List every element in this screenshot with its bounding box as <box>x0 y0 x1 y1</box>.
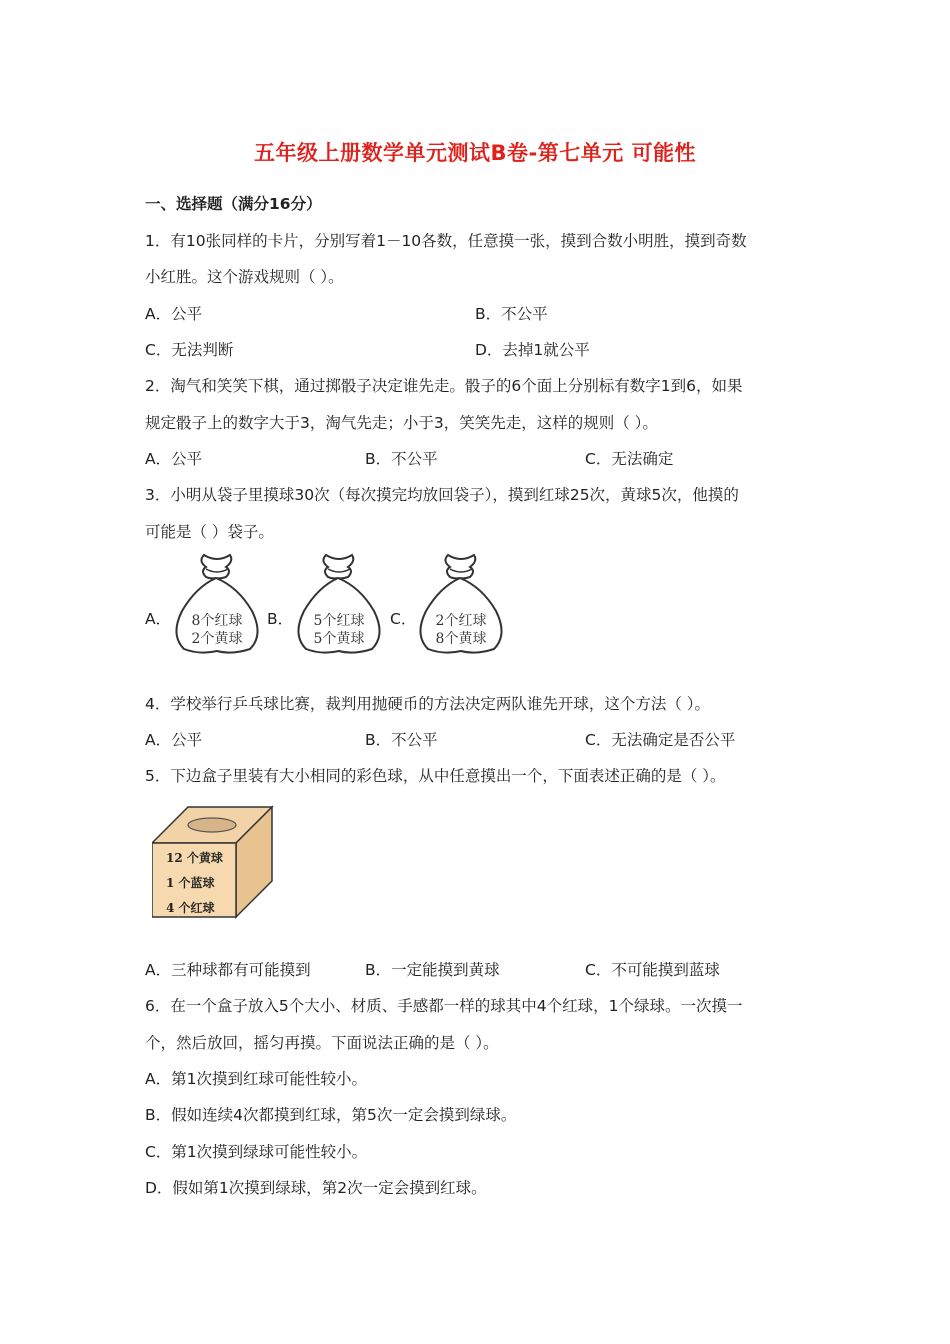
bag-b-line-2: 5个黄球 <box>313 631 365 647</box>
q3-option-b[interactable]: B． <box>267 610 294 628</box>
question-1-text: 1．有10张同样的卡片，分别写着1－10各数，任意摸一张，摸到合数小明胜，摸到奇数 <box>145 232 747 250</box>
box-line-3: 4 个红球 <box>166 901 215 915</box>
question-1-text-cont: 小红胜。这个游戏规则（ ）。 <box>145 268 344 286</box>
q1-option-b[interactable]: B．不公平 <box>475 305 548 323</box>
ball-box-illustration <box>152 805 277 920</box>
q3-option-a[interactable]: A． <box>145 610 172 628</box>
q2-option-c[interactable]: C．无法确定 <box>585 450 674 468</box>
q2-option-a[interactable]: A．公平 <box>145 450 203 468</box>
q6-option-b[interactable]: B．假如连续4次都摸到红球，第5次一定会摸到绿球。 <box>145 1106 517 1124</box>
question-2-text-cont: 规定骰子上的数字大于3，淘气先走；小于3，笑笑先走，这样的规则（ ）。 <box>145 414 658 432</box>
question-3-text: 3．小明从袋子里摸球30次（每次摸完均放回袋子），摸到红球25次，黄球5次，他摸的 <box>145 486 739 504</box>
q1-option-d[interactable]: D．去掉1就公平 <box>475 341 590 359</box>
q4-option-a[interactable]: A．公平 <box>145 731 203 749</box>
question-3-text-cont: 可能是（ ）袋子。 <box>145 523 274 541</box>
bag-c-illustration <box>416 551 506 656</box>
question-4-text: 4．学校举行乒乓球比赛，裁判用抛硬币的方法决定两队谁先开球，这个方法（ ）。 <box>145 695 711 713</box>
bag-a-illustration <box>172 551 262 656</box>
q1-option-c[interactable]: C．无法判断 <box>145 341 234 359</box>
question-6-text: 6．在一个盒子放入5个大小、材质、手感都一样的球其中4个红球，1个绿球。一次摸一 <box>145 997 743 1015</box>
question-5-text: 5．下边盒子里装有大小相同的彩色球，从中任意摸出一个，下面表述正确的是（ ）。 <box>145 767 726 785</box>
bag-a-line-2: 2个黄球 <box>191 631 243 647</box>
q3-option-c[interactable]: C． <box>390 610 417 628</box>
question-2-text: 2．淘气和笑笑下棋，通过掷骰子决定谁先走。骰子的6个面上分别标有数字1到6，如果 <box>145 377 743 395</box>
box-hole <box>188 818 236 832</box>
bag-c-line-2: 8个黄球 <box>435 631 487 647</box>
bag-b-line-1: 5个红球 <box>313 613 365 629</box>
page-title: 五年级上册数学单元测试B卷-第七单元 可能性 <box>253 141 697 165</box>
q2-option-b[interactable]: B．不公平 <box>365 450 438 468</box>
box-line-1: 12 个黄球 <box>166 851 223 865</box>
q6-option-a[interactable]: A．第1次摸到红球可能性较小。 <box>145 1070 367 1088</box>
bag-b-illustration <box>294 551 384 656</box>
q4-option-b[interactable]: B．不公平 <box>365 731 438 749</box>
section-heading: 一、选择题（满分16分） <box>145 195 322 213</box>
q6-option-d[interactable]: D．假如第1次摸到绿球，第2次一定会摸到红球。 <box>145 1179 487 1197</box>
q5-option-b[interactable]: B．一定能摸到黄球 <box>365 961 500 979</box>
question-6-text-cont: 个，然后放回，摇匀再摸。下面说法正确的是（ ）。 <box>145 1034 499 1052</box>
q5-option-c[interactable]: C．不可能摸到蓝球 <box>585 961 720 979</box>
bag-a-line-1: 8个红球 <box>191 613 243 629</box>
q6-option-c[interactable]: C．第1次摸到绿球可能性较小。 <box>145 1143 368 1161</box>
box-line-2: 1 个蓝球 <box>166 876 215 890</box>
bag-c-line-1: 2个红球 <box>435 613 487 629</box>
q5-option-a[interactable]: A．三种球都有可能摸到 <box>145 961 311 979</box>
q1-option-a[interactable]: A．公平 <box>145 305 203 323</box>
q4-option-c[interactable]: C．无法确定是否公平 <box>585 731 736 749</box>
